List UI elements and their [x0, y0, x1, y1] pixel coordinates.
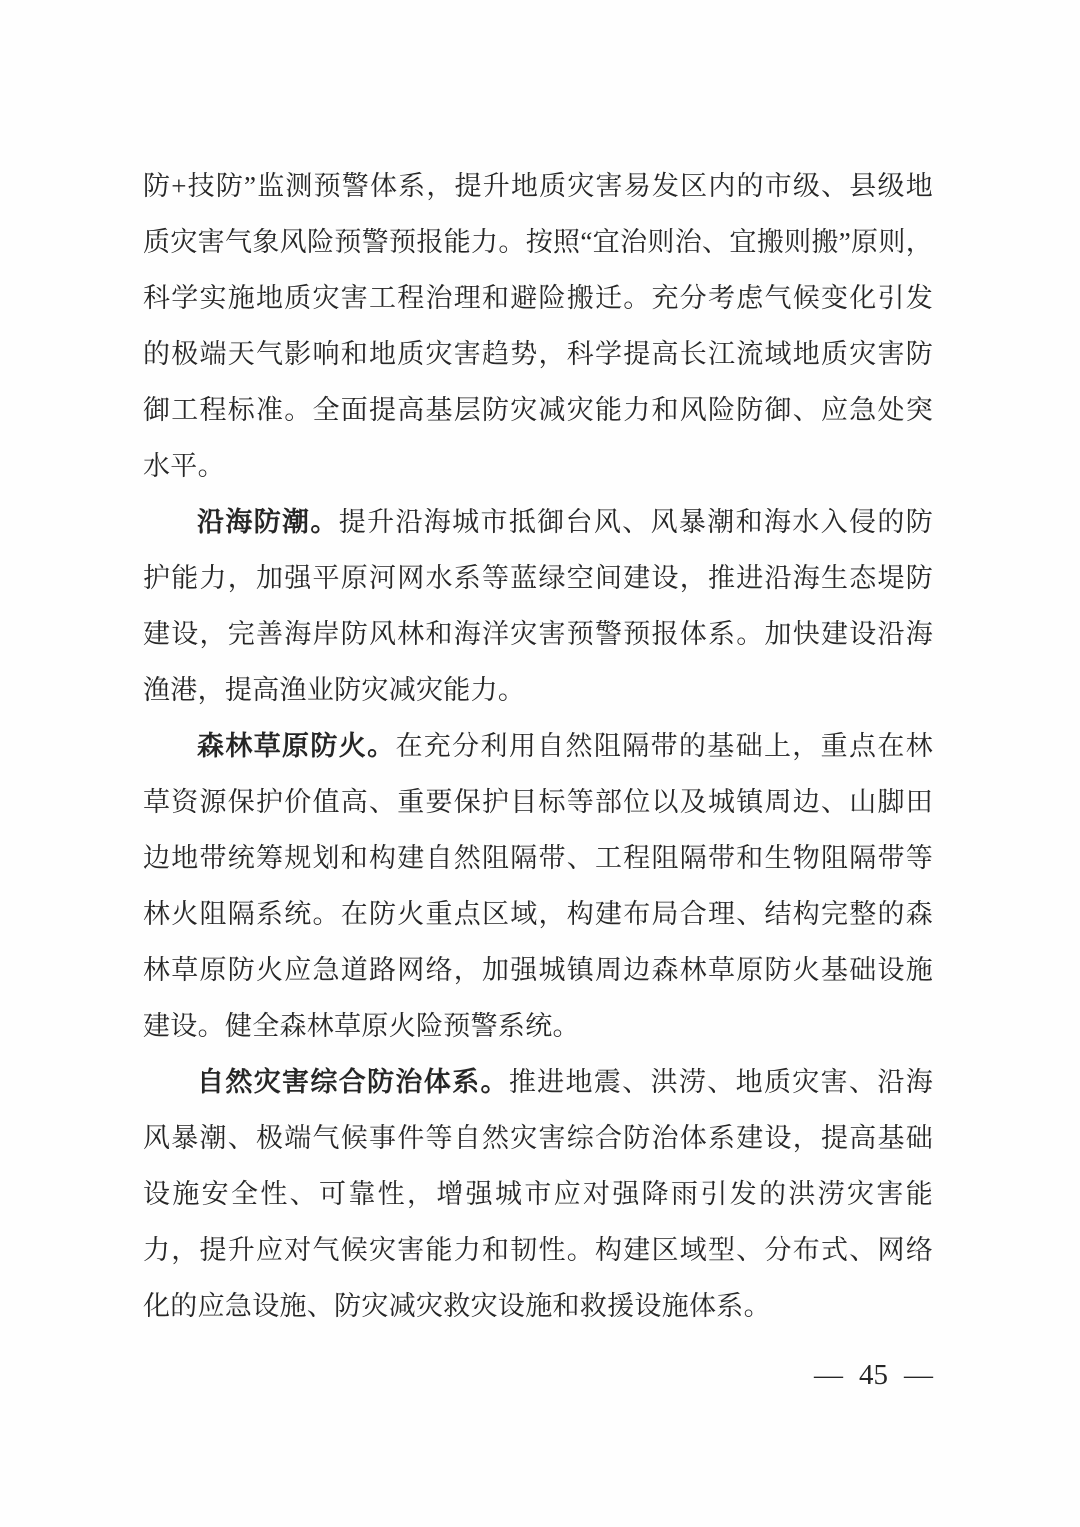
page-number: 45 [859, 1359, 888, 1391]
paragraph-text: 在充分利用自然阻隔带的基础上，重点在林草资源保护价值高、重要保护目标等部位以及城镇周边、山脚田边地带统筹规划和构建自然阻隔带、工程阻隔带和生物阻隔带等林火阻隔系统。在防火重点区域，构建布局合理、结构完整的森林草原防火应急道路网络，加强城镇周边森林草原防火基础设施建设。健全森林草原火险预警系统。 [143, 731, 933, 1041]
paragraph-geological-disaster [143, 158, 933, 494]
paragraph-lead: 自然灾害综合防治体系。 [197, 1067, 509, 1097]
paragraph-text: 提升沿海城市抵御台风、风暴潮和海水入侵的防护能力，加强平原河网水系等蓝绿空间建设，推进沿海生态堤防建设，完善海岸防风林和海洋灾害预警预报体系。加快建设沿海渔港，提高渔业防灾减灾能力。 [143, 507, 933, 705]
paragraph-text: 防+技防”监测预警体系，提升地质灾害易发区内的市级、县级地质灾害气象风险预警预报能力。按照“宜治则治、宜搬则搬”原则，科学实施地质灾害工程治理和避险搬迁。充分考虑气候变化引发的极端天气影响和地质灾害趋势，科学提高长江流域地质灾害防御工程标准。全面提高基层防灾减灾能力和风险防御、应急处突水平。 [143, 171, 933, 481]
page-footer [814, 1358, 933, 1392]
page-number-dash-right: — [904, 1359, 933, 1391]
page-number-dash-left: — [814, 1359, 843, 1391]
paragraph-forest-grassland-fire [143, 718, 933, 1054]
paragraph-text: 推进地震、洪涝、地质灾害、沿海风暴潮、极端气候事件等自然灾害综合防治体系建设，提高基础设施安全性、可靠性，增强城市应对强降雨引发的洪涝灾害能力，提升应对气候灾害能力和韧性。构建区域型、分布式、网络化的应急设施、防灾减灾救灾设施和救援设施体系。 [143, 1067, 933, 1321]
page-body-text [143, 158, 933, 1334]
paragraph-coastal-tide-protection [143, 494, 933, 718]
paragraph-natural-disaster-system [143, 1054, 933, 1334]
paragraph-lead: 森林草原防火。 [197, 731, 396, 761]
paragraph-lead: 沿海防潮。 [197, 507, 339, 537]
